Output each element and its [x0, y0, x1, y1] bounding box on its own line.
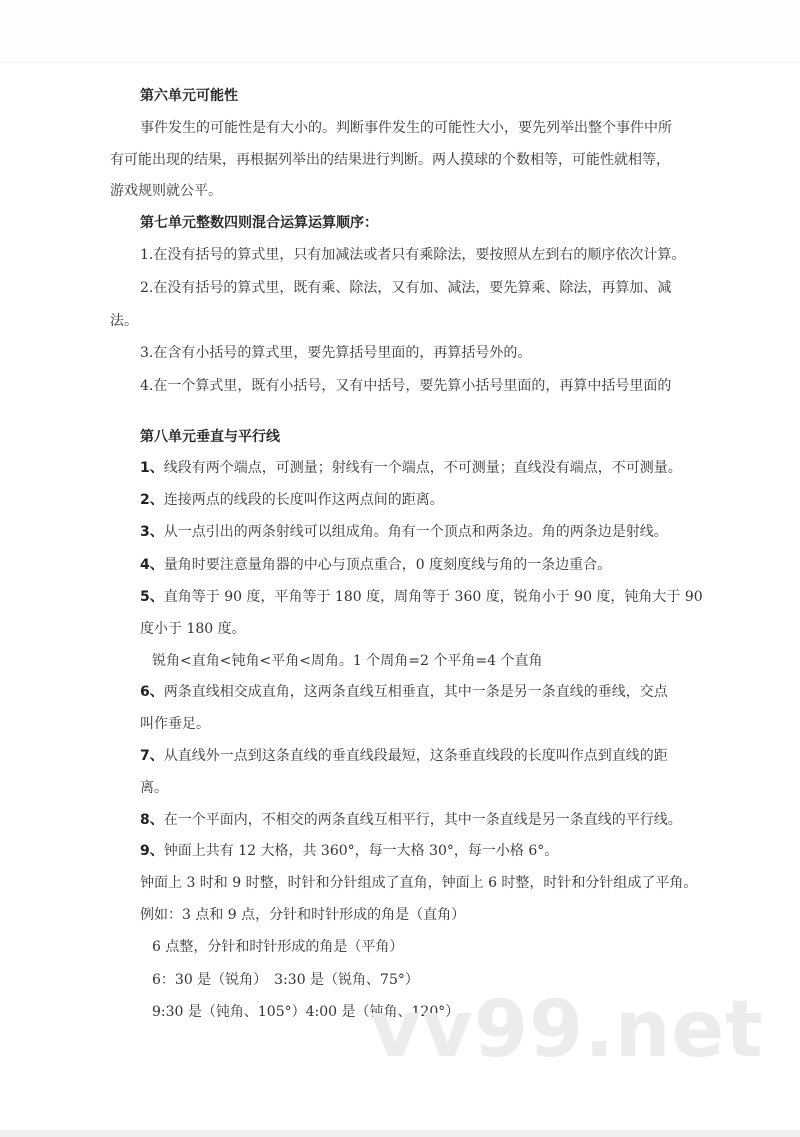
item-text-continued: 叫作垂足。	[140, 716, 210, 732]
unit8-item-7	[140, 746, 668, 766]
item-text: 两条直线相交成直角，这两条直线互相垂直，其中一条是另一条直线的垂线，交点	[163, 684, 668, 700]
item-number: 6、	[140, 684, 164, 700]
unit8-item-9	[140, 841, 558, 861]
unit6-title: 第六单元可能性	[140, 88, 238, 104]
item-number: 9、	[140, 843, 164, 859]
unit8-item-2	[140, 490, 444, 510]
page-bottom-edge	[0, 1130, 800, 1137]
item-number: 2、	[140, 492, 164, 508]
unit6-line: 游戏规则就公平。	[110, 183, 222, 199]
unit6-line: 事件发生的可能性是有大小的。判断事件发生的可能性大小，要先列举出整个事件中所	[140, 120, 672, 136]
unit8-item-1	[140, 458, 682, 478]
item-number: 1、	[140, 460, 164, 476]
unit8-item-3	[140, 522, 668, 542]
page-top-margin	[0, 0, 800, 63]
unit7-line: 法。	[110, 313, 138, 329]
unit7-line: 2.在没有括号的算式里，既有乘、除法，又有加、减法，要先算乘、除法，再算加、减	[140, 280, 672, 296]
item-number: 5、	[140, 589, 164, 605]
unit7-line: 3.在含有小括号的算式里，要先算括号里面的，再算括号外的。	[140, 345, 532, 361]
clock-note: 钟面上 3 时和 9 时整，时针和分针组成了直角，钟面上 6 时整，时针和分针组成了平角。	[140, 875, 698, 891]
item-number: 7、	[140, 748, 164, 764]
item-text-continued: 度小于 180 度。	[140, 621, 246, 637]
item-text: 连接两点的线段的长度叫作这两点间的距离。	[163, 492, 444, 508]
clock-example: 6 点整，分针和时针形成的角是（平角）	[152, 939, 404, 955]
item-number: 8、	[140, 812, 164, 828]
item-text: 线段有两个端点，可测量；射线有一个端点，不可测量；直线没有端点，不可测量。	[163, 460, 682, 476]
unit7-line: 4.在一个算式里，既有小括号，又有中括号，要先算小括号里面的，再算中括号里面的	[140, 378, 672, 394]
item-text: 钟面上共有 12 大格，共 360°，每一大格 30°，每一小格 6°。	[163, 843, 559, 859]
item-text: 在一个平面内，不相交的两条直线互相平行，其中一条直线是另一条直线的平行线。	[163, 812, 682, 828]
clock-example: 例如：3 点和 9 点，分针和时针形成的角是（直角）	[140, 907, 466, 923]
unit7-line: 1.在没有括号的算式里，只有加减法或者只有乘除法，要按照从左到右的顺序依次计算。	[140, 247, 686, 263]
angle-order-line: 锐角<直角<钝角<平角<周角。1 个周角=2 个平角=4 个直角	[152, 653, 543, 669]
item-text: 从直线外一点到这条直线的垂直线段最短，这条垂直线段的长度叫作点到直线的距	[163, 748, 668, 764]
unit8-item-5	[140, 587, 703, 607]
item-number: 4、	[140, 557, 164, 573]
item-number: 3、	[140, 524, 164, 540]
unit8-item-4	[140, 555, 611, 575]
item-text-continued: 离。	[140, 780, 168, 796]
clock-example: 6：30 是（锐角） 3:30 是（锐角、75°）	[152, 972, 419, 988]
unit7-title: 第七单元整数四则混合运算运算顺序：	[140, 215, 378, 231]
item-text: 从一点引出的两条射线可以组成角。角有一个顶点和两条边。角的两条边是射线。	[163, 524, 668, 540]
unit8-title: 第八单元垂直与平行线	[140, 429, 280, 445]
unit8-item-8	[140, 810, 682, 830]
unit8-item-6	[140, 682, 668, 702]
clock-example: 9:30 是（钝角、105°）4:00 是（钝角、120°）	[152, 1004, 460, 1020]
item-text: 量角时要注意量角器的中心与顶点重合，0 度刻度线与角的一条边重合。	[163, 557, 612, 573]
watermark: vv99.net	[370, 985, 764, 1075]
unit6-line: 有可能出现的结果，再根据列举出的结果进行判断。两人摸球的个数相等，可能性就相等，	[110, 152, 670, 168]
item-text: 直角等于 90 度，平角等于 180 度，周角等于 360 度，锐角小于 90 度，钝角大于 90	[163, 589, 703, 605]
